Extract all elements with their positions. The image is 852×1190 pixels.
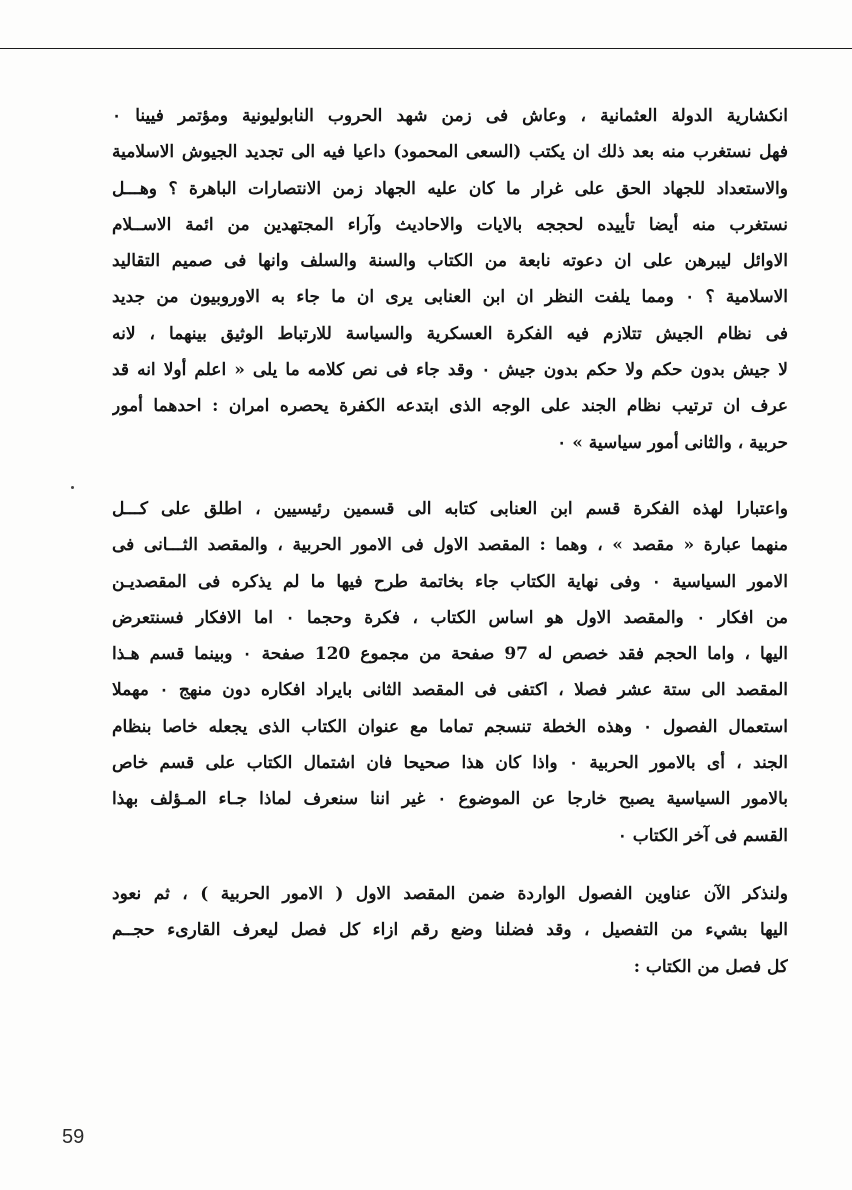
text-line: كل فصل من الكتاب :	[633, 956, 788, 977]
text-line: استعمال الفصول ٠ وهذه الخطة تنسجم تماما مع عنوان الكتاب الذى يجعله خاصا بنظام	[112, 716, 788, 737]
text-line: حربية ، والثانى أمور سياسية » ٠	[557, 432, 788, 453]
text-line: الاوائل ليبرهن على ان دعوته نابعة من الكتاب والسنة والسلف وانها فى صميم التقاليد	[112, 251, 788, 272]
text-line: فى نظام الجيش تتلازم فيه الفكرة العسكرية والسياسة للارتباط الوثيق بينهما ، لانه	[112, 323, 788, 344]
paragraph-1	[112, 98, 788, 461]
text-line: واعتبارا لهذه الفكرة قسم ابن العنابى كتابه الى قسمين رئيسيين ، اطلق على كـــل	[112, 498, 788, 519]
text-line: الجند ، أى بالامور الحربية ٠ واذا كان هذا صحيحا فان اشتمال الكتاب على قسم خاص	[112, 753, 788, 774]
scan-speck	[71, 486, 74, 489]
text-line: المقصد الى ستة عشر فصلا ، اكتفى فى المقصد الثانى بايراد افكاره دون منهج ٠ مهملا	[112, 680, 788, 701]
text-line: ولنذكر الآن عناوين الفصول الواردة ضمن المقصد الاول ( الامور الحربية ) ، ثم نعود	[112, 883, 788, 904]
header-rule	[0, 48, 852, 49]
paragraph-gap	[112, 461, 788, 491]
body-text	[112, 98, 788, 985]
text-line: لا جيش بدون حكم ولا حكم بدون جيش ٠ وقد جاء فى نص كلامه ما يلى « اعلم أولا انه قد	[112, 360, 788, 381]
text-line: اليها ، واما الحجم فقد خصص له 97 صفحة من مجموع 120 صفحة ٠ وبينما قسم هـذا	[112, 644, 788, 665]
paragraph-3	[112, 876, 788, 985]
text-line: بالامور السياسية يصبح خارجا عن الموضوع ٠ غير اننا سنعرف لماذا جـاء المـؤلف بهذا	[112, 789, 788, 810]
text-line: فهل نستغرب منه بعد ذلك ان يكتب (السعى المحمود) داعيا فيه الى تجديد الجيوش الاسلامية	[112, 142, 788, 163]
text-line: من افكار ٠ والمقصد الاول هو اساس الكتاب ، فكرة وحجما ٠ اما الافكار فسنتعرض	[112, 607, 788, 628]
text-line: عرف ان ترتيب نظام الجند على الوجه الذى ابتدعه الكفرة يحصره امران : احدهما أمور	[112, 396, 788, 417]
page-number: 59	[62, 1126, 85, 1148]
text-line: انكشارية الدولة العثمانية ، وعاش فى زمن شهد الحروب النابوليونية ومؤتمر فيينا ٠	[112, 106, 788, 126]
text-line: الامور السياسية ٠ وفى نهاية الكتاب جاء بخاتمة طرح فيها ما لم يذكره فى المقصديـن	[112, 571, 788, 592]
text-line: القسم فى آخر الكتاب ٠	[617, 825, 788, 846]
text-line: منهما عبارة « مقصد » ، وهما : المقصد الاول فى الامور الحربية ، والمقصد الثـــانى فى	[112, 535, 788, 556]
paragraph-2	[112, 491, 788, 854]
text-line: نستغرب منه أيضا تأييده لحججه بالايات والاحاديث وآراء المجتهدين من ائمة الاســلام	[112, 214, 788, 235]
text-line: اليها بشيء من التفصيل ، وقد فضلنا وضع رقم ازاء كل فصل ليعرف القارىء حجــم	[112, 920, 788, 941]
paragraph-gap	[112, 854, 788, 876]
text-line: الاسلامية ؟ ٠ ومما يلفت النظر ان ابن العنابى يرى ان ما جاء به الاوروبيون من جديد	[112, 287, 788, 308]
text-line: والاستعداد للجهاد الحق على غرار ما كان عليه الجهاد زمن الانتصارات الباهرة ؟ وهـــل	[112, 178, 788, 199]
